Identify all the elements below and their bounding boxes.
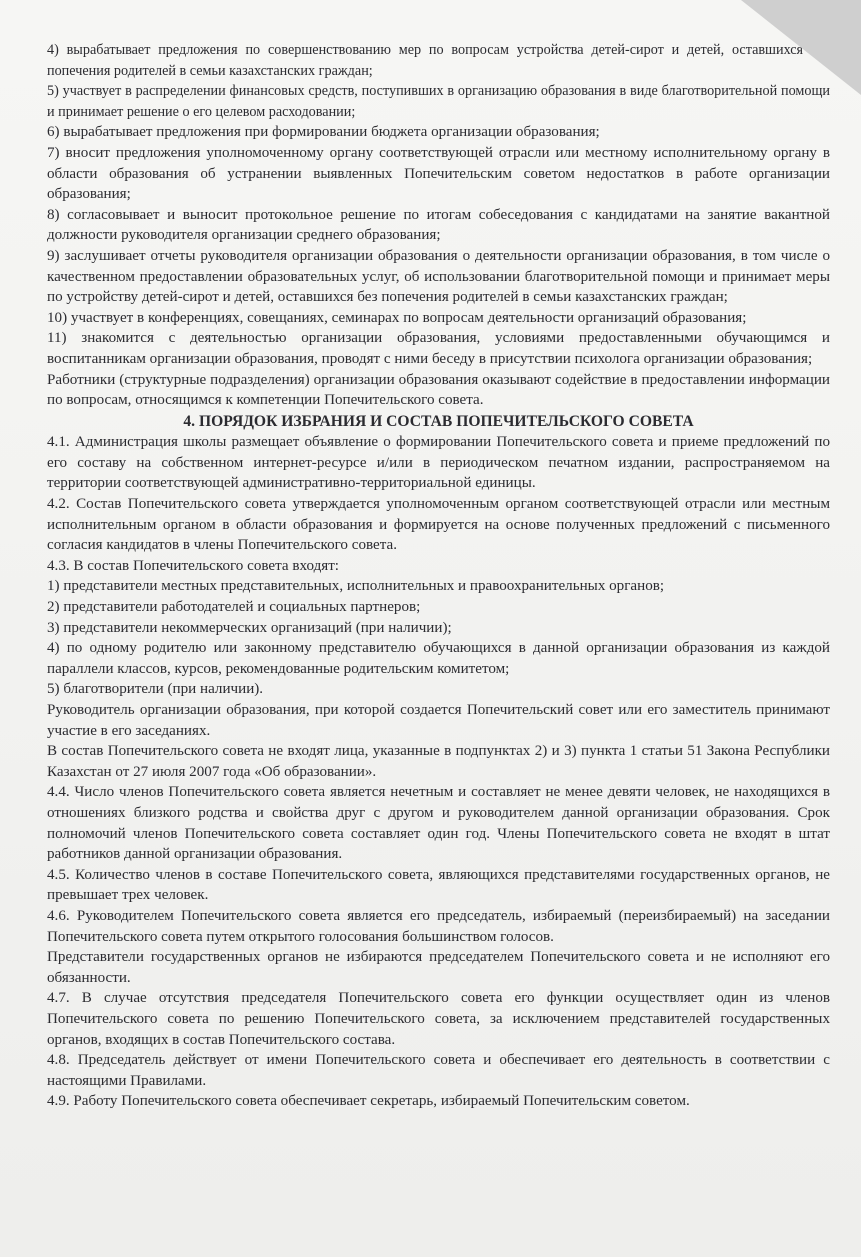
clause-4-1: 4.1. Администрация школы размещает объявление о формировании Попечительского совета и приеме предложений по его составу на собственном интернет-ресурсе и/или в периодическом печатном издании, распространяемом на территории соответствующей административно-территориальной единицы. xyxy=(47,434,830,492)
item-5: 5) участвует в распределении финансовых средств, поступивших в организацию образования в виде благотворительной помощи и принимает решение о его целевом расходовании; xyxy=(47,83,830,120)
clause-4-3-item-3: 3) представители некоммерческих организаций (при наличии); xyxy=(47,619,452,636)
item-10: 10) участвует в конференциях, совещаниях, семинарах по вопросам деятельности организаций образования; xyxy=(47,309,747,326)
clause-4-7: 4.7. В случае отсутствия председателя Попечительского совета его функции осуществляет один из членов Попечительского совета по решению Попечительского совета, за исключением представителей государственных органов, входящих в состав Попечительского состава. xyxy=(47,990,830,1048)
item-4: 4) вырабатывает предложения по совершенствованию мер по вопросам устройства детей-сирот и детей, оставшихся без попечения родителей в семьи казахстанских граждан; xyxy=(47,42,830,79)
section-heading: 4. ПОРЯДОК ИЗБРАНИЯ И СОСТАВ ПОПЕЧИТЕЛЬСКОГО СОВЕТА xyxy=(183,412,694,430)
clause-4-2: 4.2. Состав Попечительского совета утверждается уполномоченным органом соответствующей отрасли или местным исполнительным органом в области образования и формируется на основе полученных предложений с письменного согласия кандидатов в члены Попечительского совета. xyxy=(47,496,830,554)
document-body xyxy=(47,40,830,1112)
staff-assistance-paragraph: Работники (структурные подразделения) организации образования оказывают содействие в предоставлении информации по вопросам, относящимся к компетенции Попечительского совета. xyxy=(47,371,830,409)
item-11: 11) знакомится с деятельностью организации образования, условиями предоставленными обучающимся и воспитанникам организации образования, проводят с ними беседу в присутствии психолога организации образования; xyxy=(47,330,830,367)
clause-4-3-item-5: 5) благотворители (при наличии). xyxy=(47,681,264,698)
clause-4-9: 4.9. Работу Попечительского совета обеспечивает секретарь, избираемый Попечительским советом. xyxy=(47,1093,690,1110)
clause-4-3-item-2: 2) представители работодателей и социальных партнеров; xyxy=(47,599,421,616)
page-corner-shadow xyxy=(741,0,861,95)
head-participation-paragraph: Руководитель организации образования, при которой создается Попечительский совет или его заместитель принимают участие в его заседаниях. xyxy=(47,702,830,739)
item-6: 6) вырабатывает предложения при формировании бюджета организации образования; xyxy=(47,124,600,141)
clause-4-6: 4.6. Руководителем Попечительского совета является его председатель, избираемый (переизбираемый) на заседании Попечительского совета путем открытого голосования большинством голосов. xyxy=(47,907,830,945)
exclusion-paragraph: В состав Попечительского совета не входят лица, указанные в подпунктах 2) и 3) пункта 1 статьи 51 Закона Республики Казахстан от 27 июля 2007 года «Об образовании». xyxy=(47,743,830,780)
clause-4-3-item-4: 4) по одному родителю или законному представителю обучающихся в данной организации образования из каждой параллели классов, курсов, рекомендованные родительским комитетом; xyxy=(47,640,830,677)
item-7: 7) вносит предложения уполномоченному органу соответствующей отрасли или местному исполнительному органу в области образования об устранении выявленных Попечительским советом недостатков в работе организации образования; xyxy=(47,144,830,203)
clause-4-8: 4.8. Председатель действует от имени Попечительского совета и обеспечивает его деятельность в соответствии с настоящими Правилами. xyxy=(47,1052,830,1089)
item-8: 8) согласовывает и выносит протокольное решение по итогам собеседования с кандидатами на занятие вакантной должности руководителя организации среднего образования; xyxy=(47,206,830,244)
clause-4-3: 4.3. В состав Попечительского совета входят: xyxy=(47,557,339,574)
item-9: 9) заслушивает отчеты руководителя организации образования о деятельности организации образования, в том числе о качественном предоставлении образовательных услуг, об использовании благотворительной помощи и принимает меры по устройству детей-сирот и детей, оставшихся без попечения родителей в семьи казахстанских граждан; xyxy=(47,247,830,306)
clause-4-4: 4.4. Число членов Попечительского совета является нечетным и составляет не менее девяти человек, не находящихся в отношениях близкого родства и свойства друг с другом и руководителем данной организации образования. Срок полномочий членов Попечительского совета составляет один год. Члены Попечительского совета не входят в штат работников данной организации образования. xyxy=(47,784,830,863)
clause-4-5: 4.5. Количество членов в составе Попечительского совета, являющихся представителями государственных органов, не превышает трех человек. xyxy=(47,866,830,904)
state-representatives-paragraph: Представители государственных органов не избираются председателем Попечительского совета и не исполняют его обязанности. xyxy=(47,949,830,986)
clause-4-3-item-1: 1) представители местных представительных, исполнительных и правоохранительных органов; xyxy=(47,578,665,595)
